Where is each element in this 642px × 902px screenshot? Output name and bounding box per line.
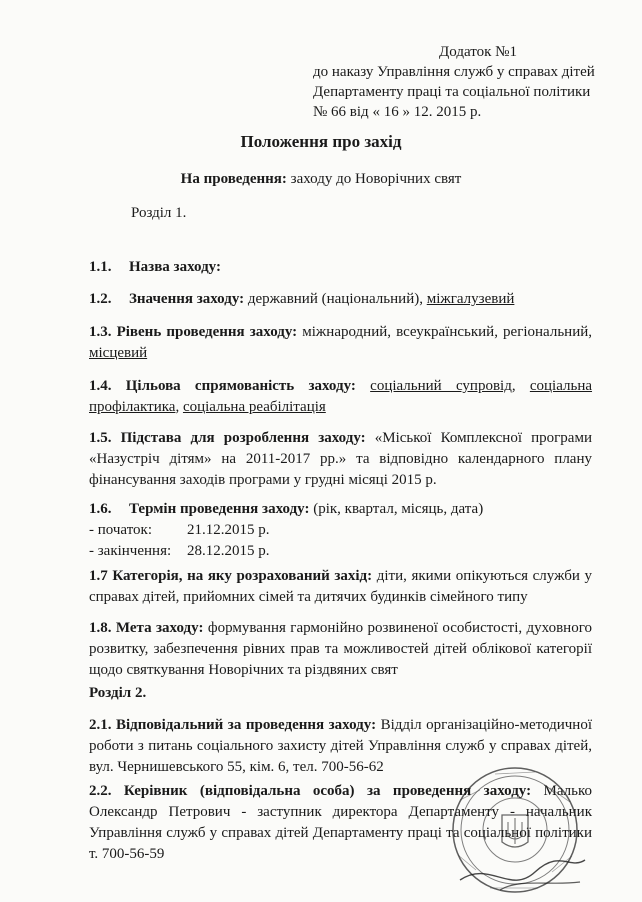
section1-heading: Розділ 1. (131, 205, 187, 221)
item-2-2: 2.2. Керівник (відповідальна особа) за проведення заходу: Малько Олександр Петрович - заступник директора Департаменту - начальник Управління служб у справах дітей Департаменту праці та соціальної політики т. 700-56-59 (89, 783, 593, 862)
appendix-order: до наказу Управління служб у справах дітей (313, 64, 595, 80)
item-1-6: 1.6. Термін проведення заходу: (рік, квартал, місяць, дата) - початок: 21.12.2015 р. - закінчення: 28.12.2015 р. (89, 499, 592, 562)
appendix-header (313, 42, 613, 122)
appendix-department: Департаменту праці та соціальної політики (313, 84, 591, 100)
item-1-7: 1.7 Категорія, на яку розрахований захід: діти, якими опікуються служби у справах дітей, прийомних сімей та дитячих будинків сімейного типу (89, 568, 592, 605)
subtitle-text: заходу до Новорічних свят (286, 171, 462, 187)
item-1-3: 1.3. Рівень проведення заходу: міжнародний, всеукраїнський, регіональний, місцевий (89, 324, 592, 361)
item-1-8: 1.8. Мета заходу: формування гармонійно розвиненої особистості, духовного розвитку, забезпечення рівних прав та можливостей дітей облікової категорії щодо святкування Новорічних та різдвяних свят (89, 620, 592, 678)
item-1-2: 1.2. Значення заходу: державний (національний), міжгалузевий (89, 291, 515, 307)
item-1-1: 1.1. Назва заходу: (89, 259, 221, 275)
subtitle-label: На проведення: (180, 171, 287, 187)
end-label: - закінчення: (89, 543, 172, 559)
section2-heading: Розділ 2. (89, 685, 147, 701)
official-seal-icon (440, 760, 590, 900)
appendix-number: Додаток №1 (439, 44, 517, 60)
item-1-4: 1.4. Цільова спрямованість заходу: соціальний супровід, соціальна профілактика, соціальна реабілітація (89, 378, 593, 415)
item-2-1: 2.1. Відповідальний за проведення заходу: Відділ організаційно-методичної роботи з питань соціального захисту дітей Управління служб у справах дітей, вул. Чернишевського 55, кім. 6, тел. 700-56-62 (89, 717, 592, 775)
start-label: - початок: (89, 522, 153, 538)
end-date: 28.12.2015 р. (187, 543, 270, 559)
appendix-order-number: № 66 від « 16 » 12. 2015 р. (313, 104, 482, 120)
document-subtitle (0, 171, 642, 188)
start-date: 21.12.2015 р. (187, 522, 270, 538)
item-1-5: 1.5. Підстава для розроблення заходу: «Міської Комплексної програми «Назустріч дітям» на 2011-2017 рр.» та відповідно календарного плану фінансування заходів програми у грудні місяці 2015 р. (89, 430, 592, 488)
document-title: Положення про захід (240, 132, 402, 151)
